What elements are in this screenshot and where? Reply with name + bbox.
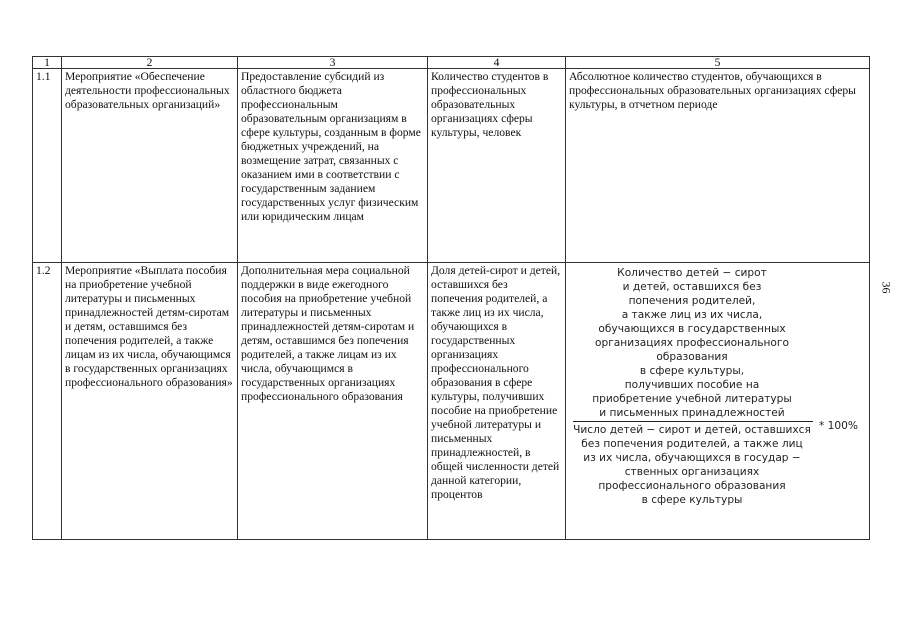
denominator-line: ственных организациях bbox=[624, 466, 760, 478]
header-col-1: 1 bbox=[33, 57, 62, 69]
row-number: 1.2 bbox=[33, 263, 62, 540]
numerator-line: обучающихся в государственных bbox=[598, 323, 786, 335]
event-name: Мероприятие «Выплата пособия на приобретение учебной литературы и письменных принадлежностей детям-сиротам и детям, оставшимся без попечения родителей, а также лицам из их числа, обучающимся в государственных организациях профессионального образования» bbox=[62, 263, 238, 540]
numerator-line: организациях профессионального bbox=[595, 337, 789, 349]
denominator-line: из их числа, обучающихся в государ − bbox=[583, 452, 801, 464]
header-col-2: 2 bbox=[62, 57, 238, 69]
numerator-line: образования bbox=[656, 351, 728, 363]
denominator-line: в сфере культуры bbox=[641, 494, 743, 506]
calculation-method: Абсолютное количество студентов, обучающихся в профессиональных образовательных организациях сферы культуры, в отчетном периоде bbox=[566, 69, 870, 263]
header-col-3: 3 bbox=[238, 57, 428, 69]
fraction-bar bbox=[573, 421, 813, 422]
event-name: Мероприятие «Обеспечение деятельности профессиональных образовательных организаций» bbox=[62, 69, 238, 263]
numerator-line: Количество детей − сирот bbox=[617, 267, 767, 279]
formula-multiplier: * 100% bbox=[819, 420, 858, 432]
indicator-name: Доля детей-сирот и детей, оставшихся без попечения родителей, а также лиц из их числа, обучающихся в государственных организациях профессионального образования в сфере культуры, получивших пособие на приобретение учебной литературы и письменных принадлежностей, в общей численности детей данной категории, процентов bbox=[428, 263, 566, 540]
event-description: Дополнительная мера социальной поддержки в виде ежегодного пособия на приобретение учебной литературы и письменных принадлежностей детям-сиротам и детям, оставшимся без попечения родителей, а также лицам из их числа, обучающимся в государственных организациях профессионального образования bbox=[238, 263, 428, 540]
indicators-table bbox=[32, 56, 870, 540]
numerator-line: получивших пособие на bbox=[624, 379, 760, 391]
table-row bbox=[33, 69, 870, 263]
formula bbox=[569, 264, 866, 507]
calculation-formula bbox=[566, 263, 870, 540]
page-number: 36 bbox=[879, 281, 894, 294]
row-number: 1.1 bbox=[33, 69, 62, 263]
header-col-5: 5 bbox=[566, 57, 870, 69]
denominator-line: профессионального образования bbox=[598, 480, 786, 492]
numerator-line: попечения родителей, bbox=[628, 295, 756, 307]
header-row bbox=[33, 57, 870, 69]
formula-numerator bbox=[573, 266, 811, 420]
numerator-line: и детей, оставшихся без bbox=[622, 281, 762, 293]
numerator-line: приобретение учебной литературы bbox=[592, 393, 792, 405]
denominator-line: без попечения родителей, а также лиц bbox=[581, 438, 803, 450]
denominator-line: Число детей − сирот и детей, оставшихся bbox=[573, 424, 811, 436]
numerator-line: в сфере культуры, bbox=[639, 365, 745, 377]
indicator-name: Количество студентов в профессиональных образовательных организациях сферы культуры, человек bbox=[428, 69, 566, 263]
header-col-4: 4 bbox=[428, 57, 566, 69]
numerator-line: и письменных принадлежностей bbox=[599, 407, 785, 419]
numerator-line: а также лиц из их числа, bbox=[621, 309, 763, 321]
event-description: Предоставление субсидий из областного бюджета профессиональным образовательным организациям в сфере культуры, созданным в форме бюджетных учреждений, на возмещение затрат, связанных с оказанием ими в соответствии с государственным заданием государственных услуг физическим или юридическим лицам bbox=[238, 69, 428, 263]
table-row bbox=[33, 263, 870, 540]
formula-denominator bbox=[573, 423, 811, 507]
